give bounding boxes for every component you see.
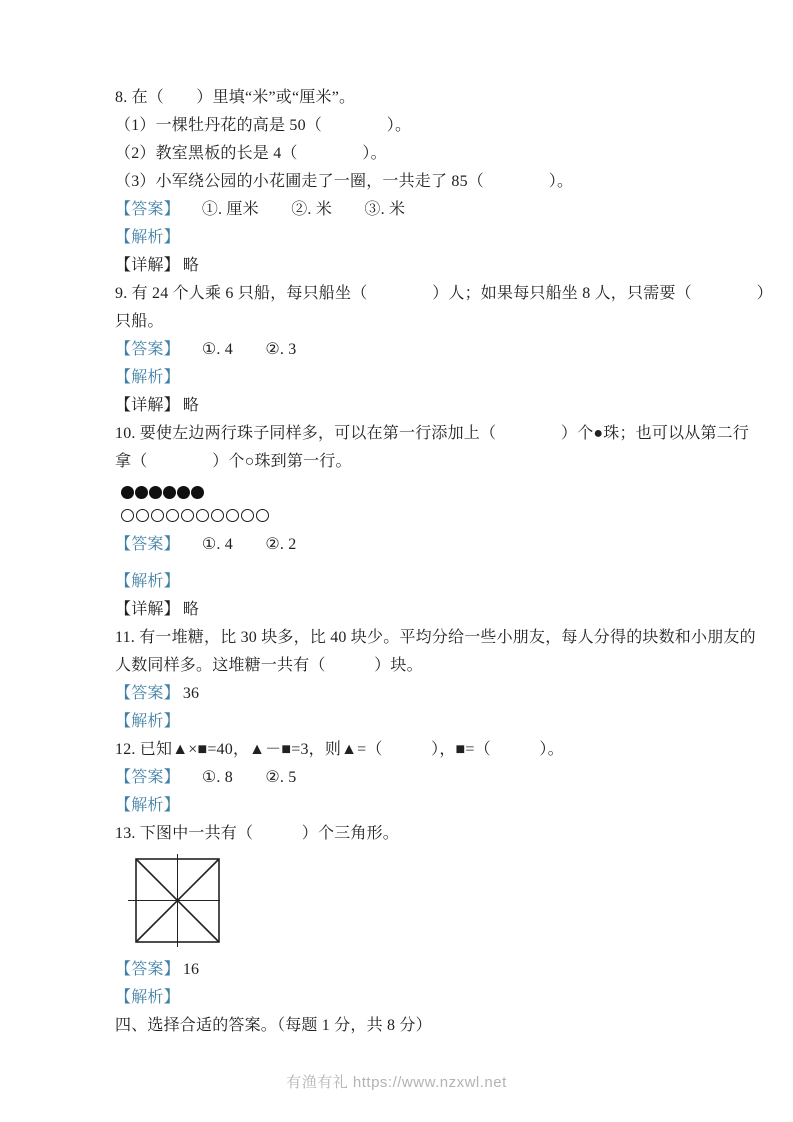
- answer-content: ①. 8 ②. 5: [201, 769, 297, 786]
- empty-bead-icon: [241, 509, 254, 522]
- empty-bead-icon: [196, 509, 209, 522]
- filled-bead-icon: [163, 486, 176, 499]
- analysis-label: 【解析】: [115, 369, 180, 386]
- triangle-count-figure: [125, 852, 225, 950]
- answer-line: [115, 956, 695, 984]
- question-8-line: （2）教室黑板的长是 4（ ）。: [115, 145, 387, 162]
- detail-line: [115, 392, 695, 420]
- analysis-label: 【解析】: [115, 573, 180, 590]
- analysis-line: [115, 224, 695, 252]
- detail-content: 略: [182, 257, 200, 274]
- answer-content: ①. 4 ②. 2: [201, 536, 297, 553]
- analysis-label: 【解析】: [115, 797, 180, 814]
- empty-bead-icon: [181, 509, 194, 522]
- answer-line: [115, 680, 695, 708]
- answer-label: 【答案】: [115, 961, 180, 978]
- detail-label: 【详解】: [115, 257, 180, 274]
- analysis-line: [115, 364, 695, 392]
- answer-content: ①. 厘米 ②. 米 ③. 米: [201, 201, 406, 218]
- empty-bead-icon: [211, 509, 224, 522]
- document-content: [115, 84, 773, 1040]
- answer-label: 【答案】: [115, 536, 180, 553]
- question-8-line: （1）一棵牡丹花的高是 50（ ）。: [115, 117, 412, 134]
- question-8-line: 8. 在（ ）里填“米”或“厘米”。: [115, 89, 356, 106]
- beads-figure: [121, 481, 695, 527]
- question-9-line: 9. 有 24 个人乘 6 只船，每只船坐（ ）人；如果每只船坐 8 人，只需要（ ）: [115, 285, 773, 302]
- empty-bead-icon: [166, 509, 179, 522]
- empty-bead-icon: [121, 509, 134, 522]
- filled-bead-icon: [121, 486, 134, 499]
- analysis-label: 【解析】: [115, 989, 180, 1006]
- detail-label: 【详解】: [115, 397, 180, 414]
- answer-line: [115, 531, 695, 559]
- detail-line: [115, 596, 695, 624]
- analysis-line: [115, 984, 695, 1012]
- answer-label: 【答案】: [115, 201, 180, 218]
- question-8-line: （3）小军绕公园的小花圃走了一圈，一共走了 85（ ）。: [115, 173, 574, 190]
- question-11-line: 11. 有一堆糖，比 30 块多，比 40 块少。平均分给一些小朋友，每人分得的块数和小朋友的: [115, 629, 756, 646]
- detail-content: 略: [182, 397, 200, 414]
- question-12-line: 12. 已知▲×■=40，▲－■=3，则▲=（ ），■=（ ）。: [115, 741, 564, 758]
- page-footer: [0, 1071, 793, 1092]
- empty-bead-icon: [136, 509, 149, 522]
- filled-bead-icon: [177, 486, 190, 499]
- detail-line: [115, 252, 695, 280]
- answer-line: [115, 336, 695, 364]
- analysis-line: [115, 792, 695, 820]
- footer-text: 有渔有礼 https://www.nzxwl.net: [286, 1074, 507, 1091]
- filled-bead-icon: [135, 486, 148, 499]
- question-10-line: 拿（ ）个○珠到第一行。: [115, 453, 352, 470]
- empty-bead-icon: [151, 509, 164, 522]
- filled-bead-icon: [191, 486, 204, 499]
- question-11-line: 人数同样多。这堆糖一共有（ ）块。: [115, 657, 423, 674]
- question-10-line: 10. 要使左边两行珠子同样多，可以在第一行添加上（ ）个●珠；也可以从第二行: [115, 425, 750, 442]
- answer-label: 【答案】: [115, 341, 180, 358]
- filled-beads-row: [121, 481, 695, 504]
- answer-label: 【答案】: [115, 769, 180, 786]
- answer-content: ①. 4 ②. 3: [201, 341, 297, 358]
- answer-label: 【答案】: [115, 685, 180, 702]
- detail-label: 【详解】: [115, 601, 180, 618]
- empty-bead-icon: [256, 509, 269, 522]
- empty-bead-icon: [226, 509, 239, 522]
- detail-content: 略: [182, 601, 200, 618]
- answer-line: [115, 764, 695, 792]
- analysis-label: 【解析】: [115, 713, 180, 730]
- question-13-line: 13. 下图中一共有（ ）个三角形。: [115, 825, 400, 842]
- empty-beads-row: [121, 504, 695, 527]
- answer-content: 36: [182, 685, 200, 702]
- answer-content: 16: [182, 961, 200, 978]
- analysis-label: 【解析】: [115, 229, 180, 246]
- answer-line: [115, 196, 695, 224]
- section-heading: 四、选择合适的答案。（每题 1 分，共 8 分）: [115, 1017, 432, 1034]
- analysis-line: [115, 568, 695, 596]
- filled-bead-icon: [149, 486, 162, 499]
- question-9-line: 只船。: [115, 313, 164, 330]
- analysis-line: [115, 708, 695, 736]
